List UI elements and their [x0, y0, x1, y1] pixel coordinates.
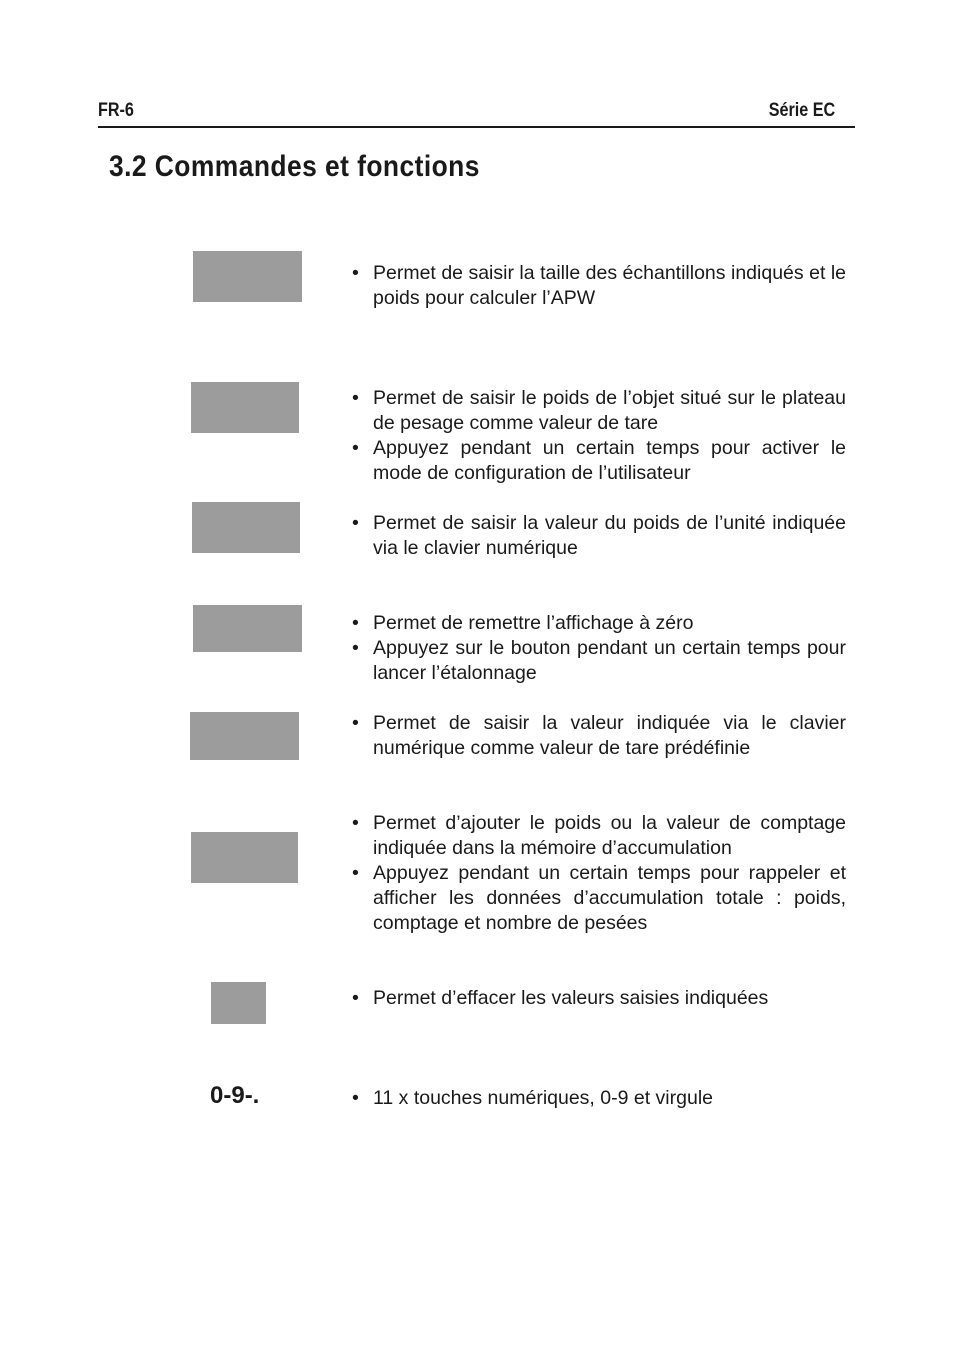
key-image-6 — [191, 832, 298, 883]
bullet-item: • Appuyez pendant un certain temps pour rappeler et afficher les données d’accumulation totale : poids, comptage et nombre de pesées — [352, 861, 846, 936]
function-description-8 — [352, 1086, 846, 1111]
key-image-7 — [211, 982, 266, 1024]
function-description-3 — [352, 511, 846, 561]
key-image-4 — [193, 605, 302, 652]
section-title: 3.2 Commandes et fonctions — [109, 150, 480, 183]
bullet-item: • Appuyez sur le bouton pendant un certain temps pour lancer l’étalonnage — [352, 636, 846, 686]
bullet-item: • Permet d’effacer les valeurs saisies indiquées — [352, 986, 846, 1011]
bullet-item: • Permet d’ajouter le poids ou la valeur de comptage indiquée dans la mémoire d’accumulation — [352, 811, 846, 861]
key-image-1 — [193, 251, 302, 302]
key-image-3 — [192, 502, 300, 553]
key-image-2 — [191, 382, 299, 433]
bullet-item: • Permet de saisir la valeur du poids de l’unité indiquée via le clavier numérique — [352, 511, 846, 561]
bullet-item: • Permet de saisir la taille des échantillons indiqués et le poids pour calculer l’APW — [352, 261, 846, 311]
bullet-item: • Permet de saisir le poids de l’objet situé sur le plateau de pesage comme valeur de tare — [352, 386, 846, 436]
function-description-5 — [352, 711, 846, 761]
key-image-5 — [190, 712, 299, 760]
bullet-item: • 11 x touches numériques, 0-9 et virgule — [352, 1086, 846, 1111]
function-description-2 — [352, 386, 846, 486]
bullet-item: • Appuyez pendant un certain temps pour activer le mode de configuration de l’utilisateur — [352, 436, 846, 486]
function-description-1 — [352, 261, 846, 311]
numeric-keys-label: 0-9-. — [210, 1082, 260, 1109]
page-header — [98, 100, 855, 128]
page-number: FR-6 — [98, 100, 134, 121]
bullet-item: • Permet de remettre l’affichage à zéro — [352, 611, 846, 636]
series-name: Série EC — [768, 100, 835, 121]
function-description-4 — [352, 611, 846, 686]
function-description-6 — [352, 811, 846, 936]
bullet-item: • Permet de saisir la valeur indiquée via le clavier numérique comme valeur de tare prédéfinie — [352, 711, 846, 761]
function-description-7 — [352, 986, 846, 1011]
